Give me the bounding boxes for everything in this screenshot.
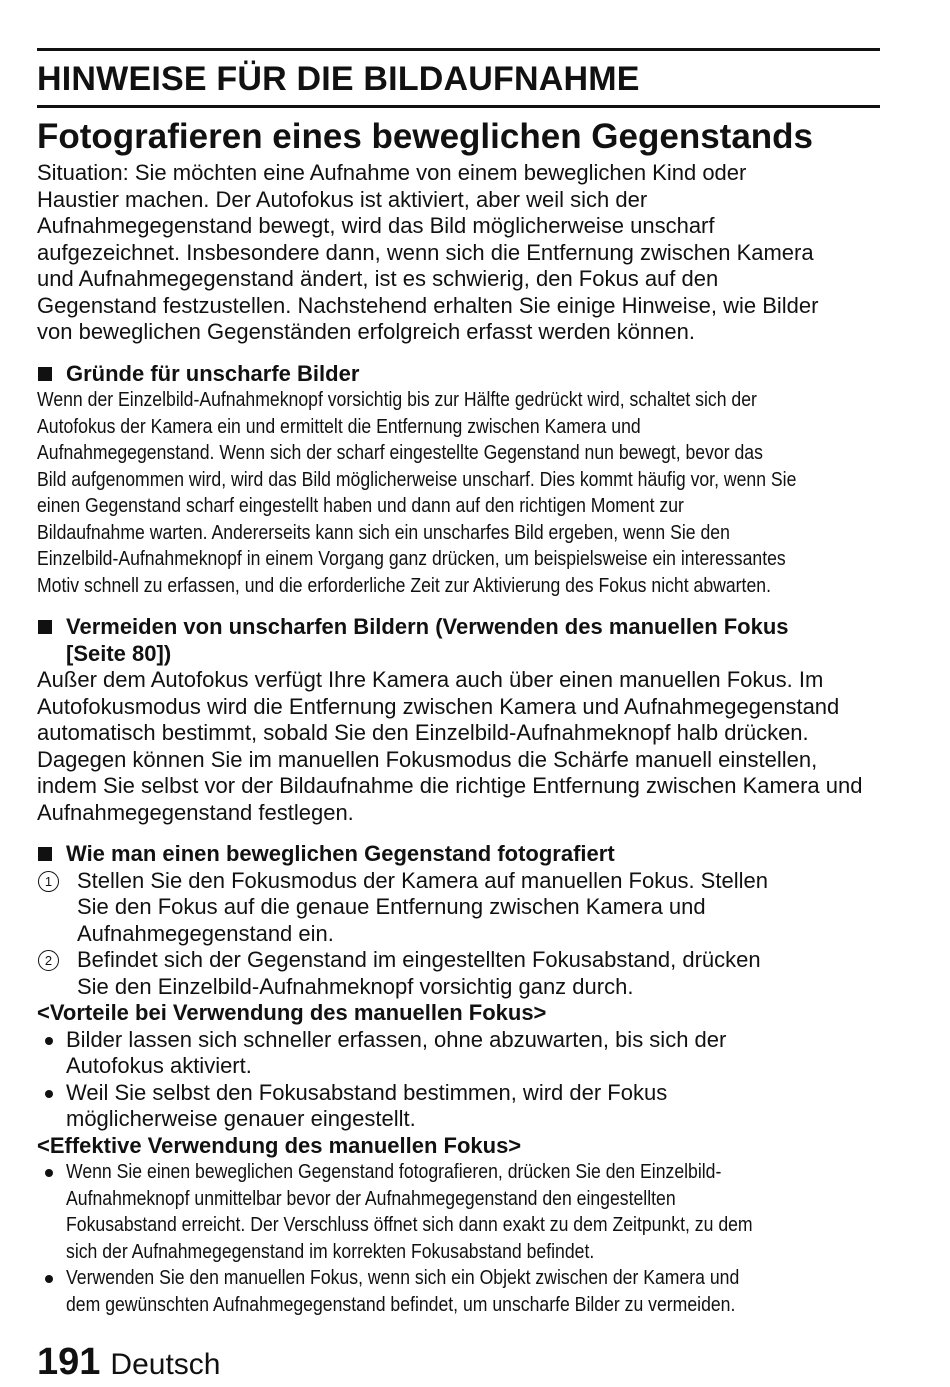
bullet-line: sich der Aufnahmegegenstand im korrekten Fokusabstand befindet. — [66, 1239, 595, 1263]
step-item — [37, 947, 880, 1000]
intro-line: und Aufnahmegegenstand ändert, ist es schwierig, den Fokus auf den — [37, 266, 719, 291]
section-heading-reasons — [37, 361, 880, 388]
reasons-line: Bildaufnahme warten. Andererseits kann sich ein unscharfes Bild ergeben, wenn Sie den — [37, 520, 730, 544]
avoid-line: indem Sie selbst vor der Bildaufnahme die richtige Entfernung zwischen Kamera und — [37, 773, 863, 798]
intro-line: von beweglichen Gegenständen erfolgreich erfasst werden können. — [37, 319, 695, 344]
effective-heading: <Effektive Verwendung des manuellen Fokus> — [37, 1132, 522, 1158]
section-heading-avoid — [37, 614, 880, 667]
step-line: Befindet sich der Gegenstand im eingestellten Fokusabstand, drücken — [77, 947, 761, 972]
page-footer — [37, 1340, 220, 1387]
bullet-line: Autofokus aktiviert. — [66, 1053, 252, 1078]
bullet-dot-icon — [45, 1037, 53, 1045]
bullet-line: Fokusabstand erreicht. Der Verschluss öffnet sich dann exakt zu dem Zeitpunkt, zu dem — [66, 1213, 753, 1236]
step-line: Sie den Fokus auf die genaue Entfernung zwischen Kamera und — [77, 894, 706, 919]
intro-line: Situation: Sie möchten eine Aufnahme von einem beweglichen Kind oder — [37, 160, 747, 185]
intro-line: aufgezeichnet. Insbesondere dann, wenn sich die Entfernung zwischen Kamera — [37, 239, 814, 265]
section-heading-text: Vermeiden von unscharfen Bildern (Verwenden des manuellen Fokus — [66, 614, 789, 639]
language-label: Deutsch — [110, 1348, 221, 1381]
page-number: 191 — [37, 1341, 101, 1383]
avoid-line: Autofokusmodus wird die Entfernung zwischen Kamera und Aufnahmegegenstand — [37, 693, 840, 719]
intro-line: Haustier machen. Der Autofokus ist aktiviert, aber weil sich der — [37, 186, 648, 212]
circled-number-icon: 1 — [38, 871, 59, 892]
avoid-line: Außer dem Autofokus verfügt Ihre Kamera auch über einen manuellen Fokus. Im — [37, 667, 824, 692]
avoid-line: automatisch bestimmt, sobald Sie den Einzelbild-Aufnahmeknopf halb drücken. — [37, 720, 809, 745]
intro-line: Aufnahmegegenstand bewegt, wird das Bild möglicherweise unscharf — [37, 213, 715, 238]
bullet-line: dem gewünschten Aufnahmegegenstand befindet, um unscharfe Bilder zu vermeiden. — [66, 1292, 736, 1316]
step-line: Aufnahmegegenstand ein. — [77, 920, 334, 946]
section-heading-text: Gründe für unscharfe Bilder — [66, 360, 360, 386]
avoid-line: Dagegen können Sie im manuellen Fokusmodus die Schärfe manuell einstellen, — [37, 746, 818, 772]
step-line: Sie den Einzelbild-Aufnahmeknopf vorsichtig ganz durch. — [77, 973, 634, 999]
reasons-paragraph — [37, 387, 880, 599]
top-rule — [37, 48, 880, 51]
bullet-line: Bilder lassen sich schneller erfassen, ohne abzuwarten, bis sich der — [66, 1026, 727, 1052]
square-bullet-icon — [38, 620, 52, 634]
bullet-line: Weil Sie selbst den Fokusabstand bestimmen, wird der Fokus — [66, 1079, 668, 1105]
circled-number-icon: 2 — [38, 950, 59, 971]
bullet-item — [37, 1265, 880, 1318]
reasons-line: Autofokus der Kamera ein und ermittelt die Entfernung zwischen Kamera und — [37, 414, 641, 438]
bullet-item — [37, 1159, 880, 1265]
bullet-dot-icon — [45, 1275, 53, 1283]
step-item — [37, 868, 880, 948]
bullet-line: Aufnahmeknopf unmittelbar bevor der Aufnahmegegenstand den eingestellten — [66, 1186, 676, 1210]
reasons-line: Einzelbild-Aufnahmeknopf in einem Vorgang ganz drücken, um beispielsweise ein interessantes — [37, 547, 786, 570]
square-bullet-icon — [38, 847, 52, 861]
page — [37, 48, 880, 1318]
intro-line: Gegenstand festzustellen. Nachstehend erhalten Sie einige Hinweise, wie Bilder — [37, 292, 819, 318]
page-title: Fotografieren eines beweglichen Gegenstands — [37, 117, 814, 156]
reasons-line: Aufnahmegegenstand. Wenn sich der scharf eingestellte Gegenstand nun bewegt, bevor das — [37, 441, 763, 464]
reasons-line: Wenn der Einzelbild-Aufnahmeknopf vorsichtig bis zur Hälfte gedrückt wird, schaltet sich der — [37, 388, 757, 411]
avoid-paragraph — [37, 667, 880, 826]
bullet-item — [37, 1080, 880, 1133]
section-heading-text: [Seite 80]) — [66, 640, 172, 666]
reasons-line: Bild aufgenommen wird, wird das Bild möglicherweise unscharf. Dies kommt häufig vor, wenn Sie — [37, 467, 797, 491]
bullet-dot-icon — [45, 1169, 53, 1177]
avoid-line: Aufnahmegegenstand festlegen. — [37, 799, 354, 825]
bullet-item — [37, 1027, 880, 1080]
reasons-line: einen Gegenstand scharf eingestellt haben und dann auf den richtigen Moment zur — [37, 494, 684, 517]
section-heading-howto — [37, 841, 880, 868]
reasons-line: Motiv schnell zu erfassen, und die erforderliche Zeit zur Aktivierung des Fokus nicht abwarten. — [37, 573, 771, 597]
bullet-line: Verwenden Sie den manuellen Fokus, wenn sich ein Objekt zwischen der Kamera und — [66, 1266, 740, 1289]
bullet-line: Wenn Sie einen beweglichen Gegenstand fotografieren, drücken Sie den Einzelbild- — [66, 1160, 722, 1183]
square-bullet-icon — [38, 367, 52, 381]
bullet-dot-icon — [45, 1090, 53, 1098]
section-heading-text: Wie man einen beweglichen Gegenstand fotografiert — [66, 841, 615, 866]
bullet-line: möglicherweise genauer eingestellt. — [66, 1106, 416, 1131]
intro-paragraph — [37, 160, 880, 346]
step-line: Stellen Sie den Fokusmodus der Kamera auf manuellen Fokus. Stellen — [77, 867, 768, 893]
chapter-heading: HINWEISE FÜR DIE BILDAUFNAHME — [37, 60, 640, 98]
chapter-rule — [37, 105, 880, 108]
advantages-heading: <Vorteile bei Verwendung des manuellen Fokus> — [37, 1000, 547, 1025]
